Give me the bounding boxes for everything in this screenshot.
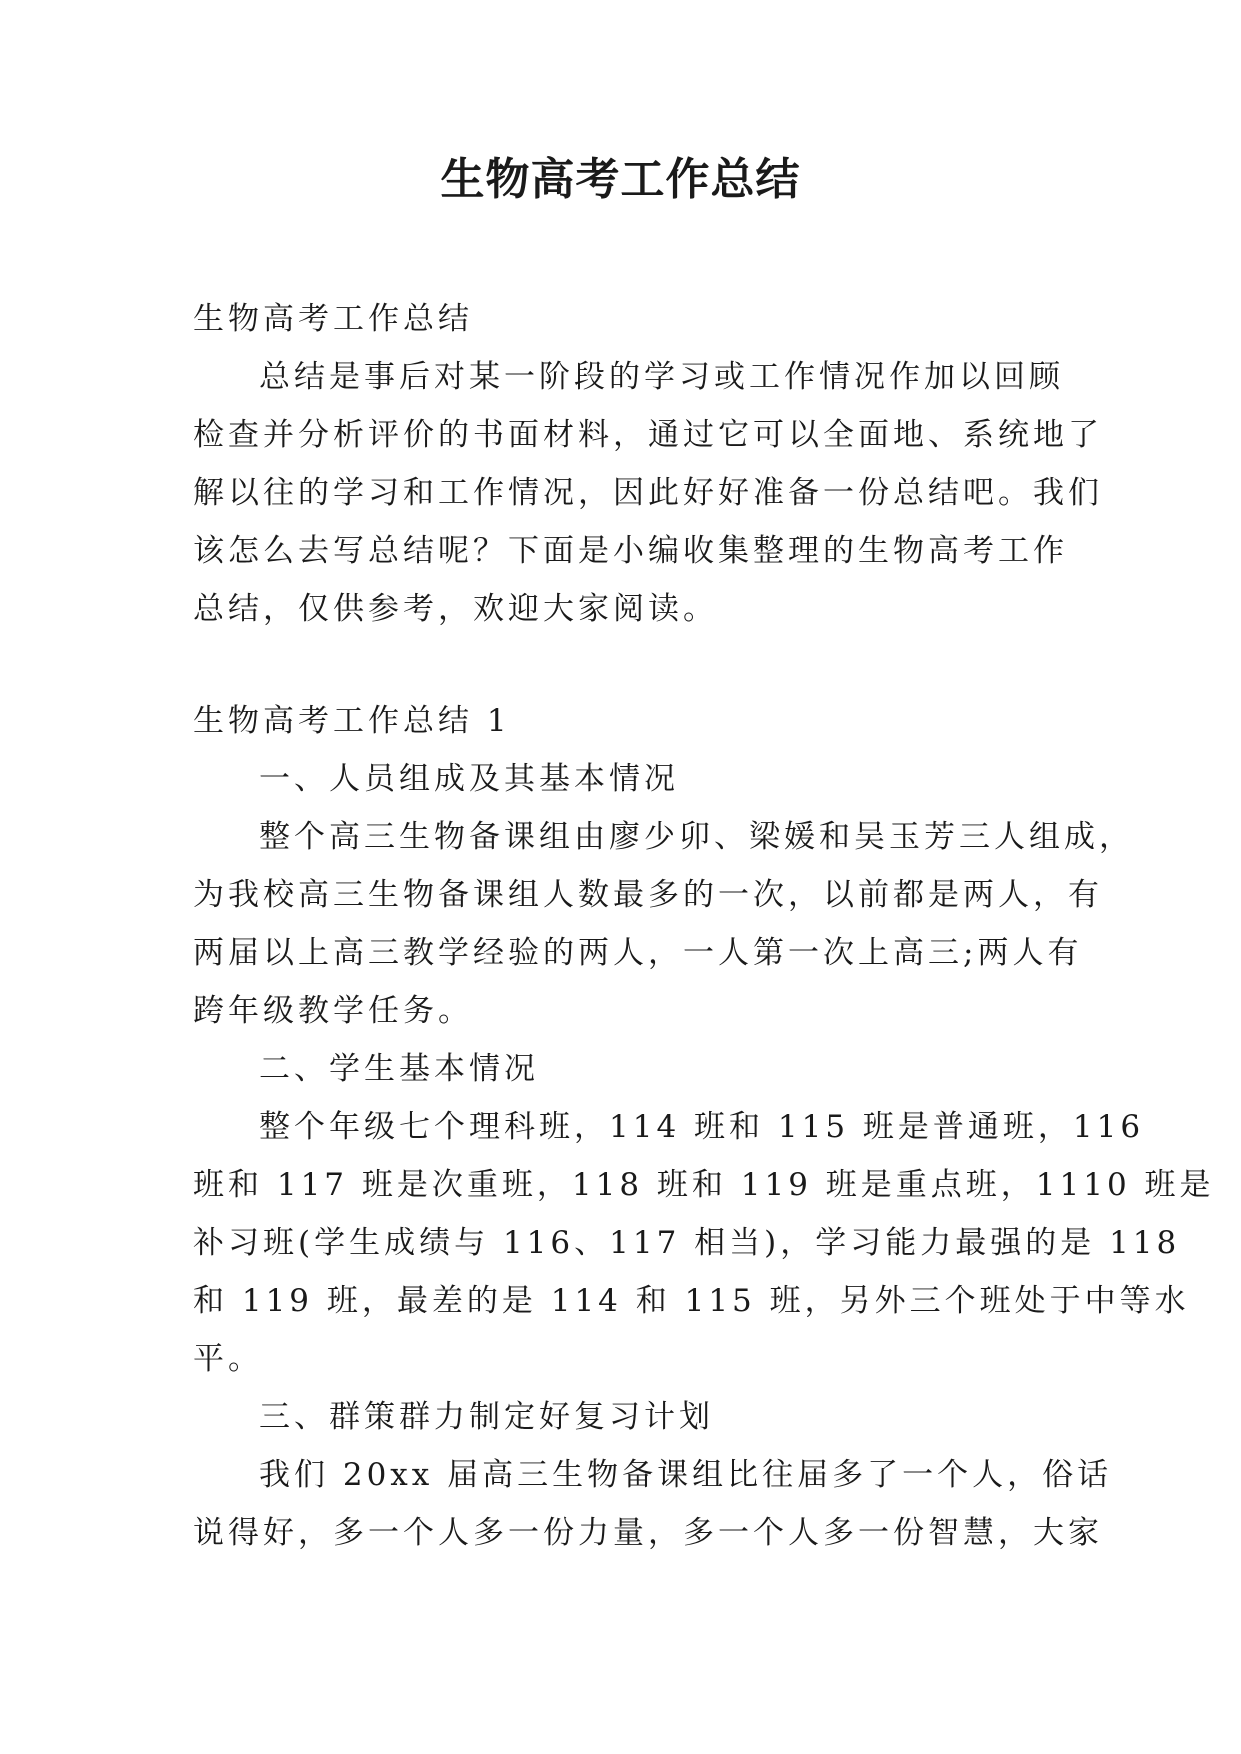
subtitle: 生物高考工作总结 xyxy=(193,301,473,337)
paragraph-line: 整个高三生物备课组由廖少卯、梁媛和吴玉芳三人组成， xyxy=(259,819,1134,855)
paragraph-line: 班和 117 班是次重班，118 班和 119 班是重点班，1110 班是 xyxy=(193,1167,1215,1203)
paragraph-line: 平。 xyxy=(193,1341,263,1377)
intro-line: 总结是事后对某一阶段的学习或工作情况作加以回顾 xyxy=(259,359,1064,395)
paragraph-line: 和 119 班，最差的是 114 和 115 班，另外三个班处于中等水 xyxy=(193,1283,1190,1319)
page-title: 生物高考工作总结 xyxy=(440,154,801,205)
document-body xyxy=(193,290,1215,1562)
paragraph-line: 两届以上高三教学经验的两人，一人第一次上高三;两人有 xyxy=(193,935,1083,971)
intro-line: 检查并分析评价的书面材料，通过它可以全面地、系统地了 xyxy=(193,417,1103,453)
section-heading: 二、学生基本情况 xyxy=(259,1051,539,1087)
paragraph-line: 为我校高三生物备课组人数最多的一次，以前都是两人，有 xyxy=(193,877,1103,913)
intro-line: 该怎么去写总结呢？下面是小编收集整理的生物高考工作 xyxy=(193,533,1068,569)
paragraph-line: 整个年级七个理科班，114 班和 115 班是普通班，116 xyxy=(259,1109,1145,1145)
paragraph-line: 补习班(学生成绩与 116、117 相当)，学习能力最强的是 118 xyxy=(193,1225,1181,1261)
paragraph-line: 说得好，多一个人多一份力量，多一个人多一份智慧，大家 xyxy=(193,1515,1103,1551)
section-heading: 三、群策群力制定好复习计划 xyxy=(259,1399,714,1435)
section-spacer xyxy=(193,638,1053,692)
intro-line: 总结，仅供参考，欢迎大家阅读。 xyxy=(193,591,718,627)
paragraph-line: 跨年级教学任务。 xyxy=(193,993,473,1029)
section-title: 生物高考工作总结 1 xyxy=(193,703,511,739)
paragraph-line: 我们 20xx 届高三生物备课组比往届多了一个人，俗话 xyxy=(259,1457,1113,1493)
section-heading: 一、人员组成及其基本情况 xyxy=(259,761,679,797)
intro-line: 解以往的学习和工作情况，因此好好准备一份总结吧。我们 xyxy=(193,475,1103,511)
